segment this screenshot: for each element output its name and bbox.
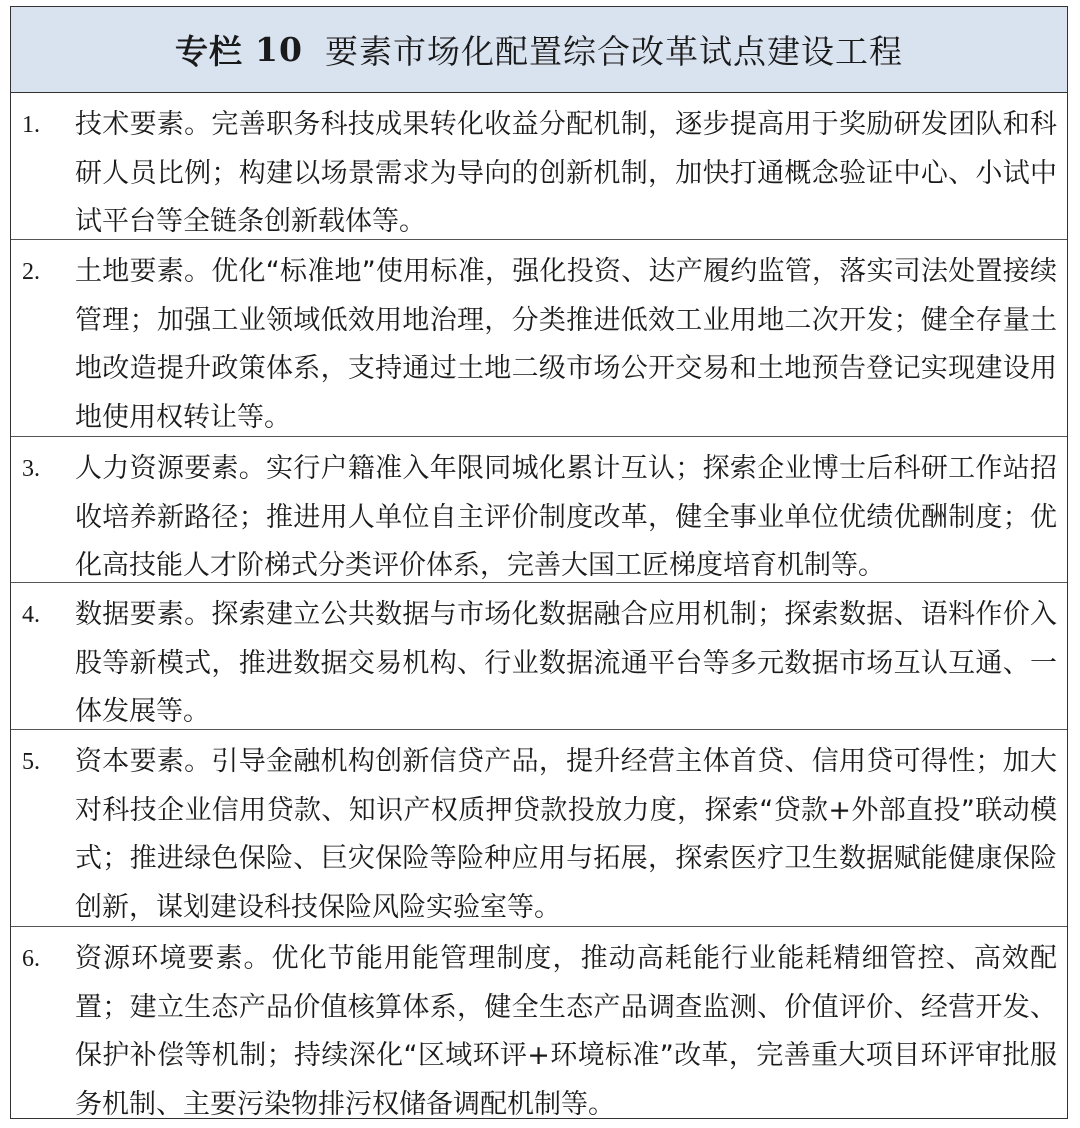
column-title: 要素市场化配置综合改革试点建设工程 bbox=[324, 32, 903, 71]
column-box bbox=[10, 6, 1068, 1119]
item-text: 数据要素。探索建立公共数据与市场化数据融合应用机制；探索数据、语料作价入股等新模式，推进数据交易机构、行业数据流通平台等多元数据市场互认互通、一体发展等。 bbox=[75, 599, 1057, 727]
item-number: 1. bbox=[22, 112, 40, 138]
item-number: 6. bbox=[22, 946, 40, 972]
item-text: 技术要素。完善职务科技成果转化收益分配机制，逐步提高用于奖励研发团队和科研人员比例；构建以场景需求为导向的创新机制，加快打通概念验证中心、小试中试平台等全链条创新载体等。 bbox=[75, 109, 1057, 237]
item-text: 资源环境要素。优化节能用能管理制度，推动高耗能行业能耗精细管控、高效配置；建立生态产品价值核算体系，健全生态产品调查监测、价值评价、经营开发、保护补偿等机制；持续深化“区域环评+环境标准”改革，完善重大项目环评审批服务机制、主要污染物排污权储备调配机制等。 bbox=[75, 943, 1057, 1119]
list-item bbox=[11, 927, 1067, 1119]
item-number: 3. bbox=[22, 456, 40, 482]
item-number: 4. bbox=[22, 602, 40, 628]
list-item bbox=[11, 730, 1067, 927]
item-number: 2. bbox=[22, 259, 40, 285]
item-text: 土地要素。优化“标准地”使用标准，强化投资、达产履约监管，落实司法处置接续管理；加强工业领域低效用地治理，分类推进低效工业用地二次开发；健全存量土地改造提升政策体系，支持通过土地二级市场公开交易和土地预告登记实现建设用地使用权转让等。 bbox=[75, 256, 1057, 433]
item-text: 人力资源要素。实行户籍准入年限同城化累计互认；探索企业博士后科研工作站招收培养新路径；推进用人单位自主评价制度改革，健全事业单位优绩优酬制度；优化高技能人才阶梯式分类评价体系，完善大国工匠梯度培育机制等。 bbox=[75, 453, 1057, 581]
list-item bbox=[11, 583, 1067, 730]
column-header bbox=[11, 7, 1067, 93]
list-item bbox=[11, 240, 1067, 437]
item-text: 资本要素。引导金融机构创新信贷产品，提升经营主体首贷、信用贷可得性；加大对科技企业信用贷款、知识产权质押贷款投放力度，探索“贷款+外部直投”联动模式；推进绿色保险、巨灾保险等险种应用与拓展，探索医疗卫生数据赋能健康保险创新，谋划建设科技保险风险实验室等。 bbox=[75, 746, 1057, 923]
list-item bbox=[11, 93, 1067, 240]
item-number: 5. bbox=[22, 749, 40, 775]
list-item bbox=[11, 437, 1067, 583]
column-number: 10 bbox=[255, 30, 303, 69]
column-label: 专栏 bbox=[175, 32, 244, 71]
